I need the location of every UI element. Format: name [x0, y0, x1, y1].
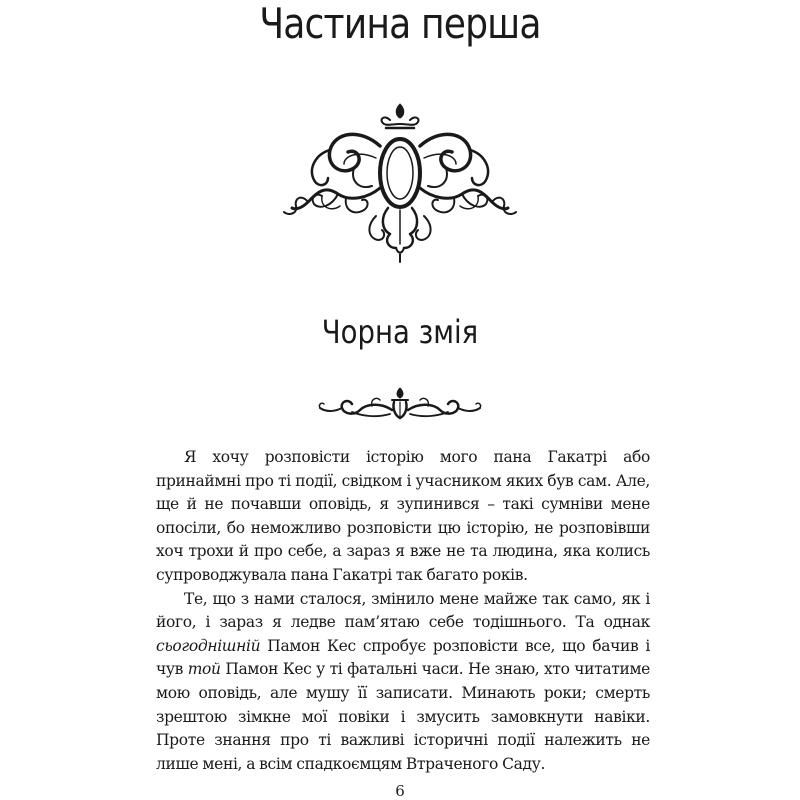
body-text: [156, 446, 650, 776]
paragraph-2-text-a: Те, що з нами сталося, змінило мене майже так само, як і його, і зараз я ледве пам’ятаю себе тодішнього. Та однак: [156, 589, 650, 632]
paragraph-2-text-b: Памон Кес спробує розповісти все, що бачив і чув: [156, 636, 650, 679]
page-number: 6: [395, 782, 405, 800]
chapter-title: Чорна змія: [321, 313, 479, 351]
flourish-ornament-icon: [280, 98, 520, 263]
divider-ornament-icon: [316, 384, 484, 424]
paragraph-2-emphasis-that: той: [187, 660, 221, 679]
paragraph-1: [156, 446, 650, 588]
paragraph-1-text: Я хочу розповісти історію мого пана Гакатрі або принаймні про ті події, свідком і учасником яких був сам. Але, ще й не почавши оповідь, я зупинився – такі сумніви мене опосіли, бо неможливо розповісти цю історію, не розповівши хоч трохи й про себе, а зараз я вже не та людина, яка колись супроводжувала пана Гакатрі так багато років.: [156, 448, 650, 584]
part-title: Частина перша: [259, 0, 541, 48]
paragraph-2-text-c: Памон Кес у ті фатальні часи. Не знаю, хто читатиме мою оповідь, але мушу її записати. Минають роки; смерть зрештою зімкне мої повіки і змусить замовкнути навіки. Проте знання про ті важливі історичні події належить не лише мені, а всім спадкоємцям Втраченого Саду.: [156, 660, 650, 773]
paragraph-2: [156, 588, 650, 777]
paragraph-2-emphasis-today: сьогоднішній: [156, 636, 261, 655]
